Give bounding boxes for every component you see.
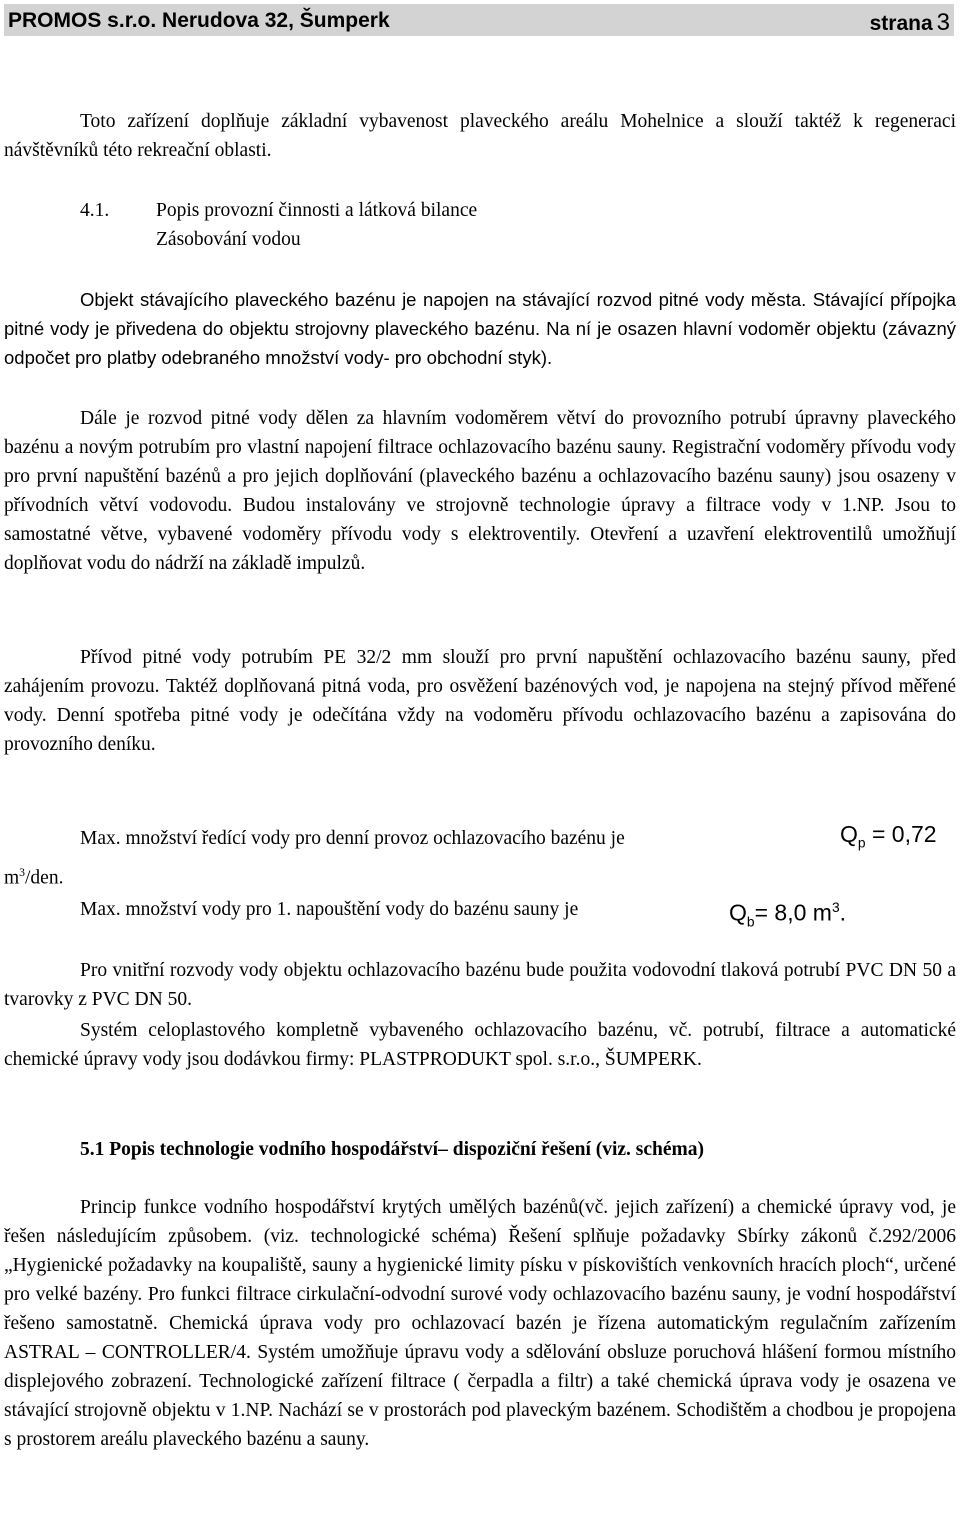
q-subscript: p [857, 835, 866, 851]
paragraph-system: Systém celoplastového kompletně vybaveného ochlazovacího bazénu, vč. potrubí, filtrace a automatické chemické úpravy vody jsou dodávkou firmy: PLASTPRODUKT spol. s.r.o., ŠUMPERK. [4, 1020, 956, 1070]
paragraph-intro: Toto zařízení doplňuje základní vybavenost plaveckého areálu Mohelnice a slouží taktéž k regeneraci návštěvníků této rekreační oblasti. [4, 111, 956, 161]
qb-sup: 3 [831, 900, 840, 915]
qb-end: . [839, 899, 847, 926]
header-page-number: 3 [936, 9, 950, 36]
header-page [870, 9, 950, 37]
header-company: PROMOS s.r.o. Nerudova 32, Šumperk [8, 9, 390, 32]
paragraph-water-supply: Objekt stávajícího plaveckého bazénu je napojen na stávající rozvod pitné vody města. Stávající přípojka pitné vody je přivedena do objektu strojovny plaveckého bazénu. Na ní je osazen hlavní vodoměr objektu (závazný odpočet pro platby odebraného množství vody- pro obchodní styk). [4, 289, 956, 368]
page-header [4, 4, 954, 36]
max-fill-text: Max. množství vody pro 1. napouštění vody do bazénu sauny je [80, 899, 579, 920]
section-5-1-heading: 5.1 Popis technologie vodního hospodářství– dispoziční řešení (viz. schéma) [80, 1139, 705, 1160]
unit-sup: 3 [19, 866, 26, 879]
max-dilution-text: Max. množství ředící vody pro denní provoz ochlazovacího bazénu je [80, 828, 625, 849]
unit-rest: /den. [25, 867, 64, 889]
paragraph-pipes: Pro vnitřní rozvody vody objektu ochlazovacího bazénu bude použita vodovodní tlaková potrubí PVC DN 50 a tvarovky z PVC DN 50. [4, 960, 956, 1010]
section-title: Popis provozní činnosti a látková bilance [156, 200, 478, 221]
qb-value: = 8,0 m [754, 899, 832, 926]
q-value: = 0,72 [871, 821, 937, 847]
section-subtitle: Zásobování vodou [156, 229, 301, 250]
paragraph-distribution: Dále je rozvod pitné vody dělen za hlavním vodoměrem větví do provozního potrubí úpravny plaveckého bazénu a novým potrubím pro vlastní napojení filtrace ochlazovacího bazénu sauny. Registrační vodoměry přívodu vody pro první napuštění bazénů a pro jejich doplňování (plaveckého bazénu a ochlazovacího bazénu sauny) jsou osazeny v přívodních větví vodovodu. Budou instalovány ve strojovně technologie úpravy a filtrace vody v 1.NP. Jsou to samostatné větve, vybavené vodoměry přívodu vody s elektroventily. Otevření a uzavření elektroventilů umožňují doplňovat vodu do nádrží na základě impulzů. [4, 408, 956, 574]
header-page-label: strana [869, 12, 933, 35]
max-fill-formula [729, 893, 846, 936]
qb-subscript: b [746, 914, 755, 930]
paragraph-intake: Přívod pitné vody potrubím PE 32/2 mm slouží pro první napuštění ochlazovacího bazénu sauny, před zahájením provozu. Taktéž doplňovaná pitná voda, pro osvěžení bazénových vod, je napojena na stejný přívod měřené vody. Denní spotřeba pitné vody je odečítána vždy na vodoměru přívodu ochlazovacího bazénu a zapisována do provozního deníku. [4, 647, 956, 755]
paragraph-principle: Princip funkce vodního hospodářství krytých umělých bazénů(vč. jejich zařízení) a chemické úpravy vod, je řešen následujícím způsobem. (viz. technologické schéma) Řešení splňuje požadavky Sbírky zákonů č.292/2006 „Hygienické požadavky na koupaliště, sauny a hygienické limity písku v pískovištích venkovních hracích ploch“, určené pro velké bazény. Pro funkci filtrace cirkulační-odvodní surové vody ochlazovacího bazénu sauny, je vodní hospodářství řešeno samostatně. Chemická úprava vody pro ochlazovací bazén je řízena automatickým regulačním zařízením ASTRAL – CONTROLLER/4. Systém umožňuje úpravu vody a sdělování obsluze poruchová hlášení formou místního displejového zobrazení. Technologické zařízení filtrace ( čerpadla a filtr) a také chemická úprava vody je osazena ve stávající strojovně objektu v 1.NP. Nachází se v prostorách pod plaveckým bazénem. Schodištěm a chodbou je propojena s prostorem areálu plaveckého bazénu a sauny. [4, 1197, 956, 1450]
qb-symbol: Q [729, 899, 747, 926]
section-number: 4.1. [80, 200, 110, 221]
max-dilution-formula [840, 820, 937, 858]
unit-m: m [4, 867, 20, 889]
q-symbol: Q [840, 821, 858, 847]
max-dilution-unit [4, 858, 956, 893]
